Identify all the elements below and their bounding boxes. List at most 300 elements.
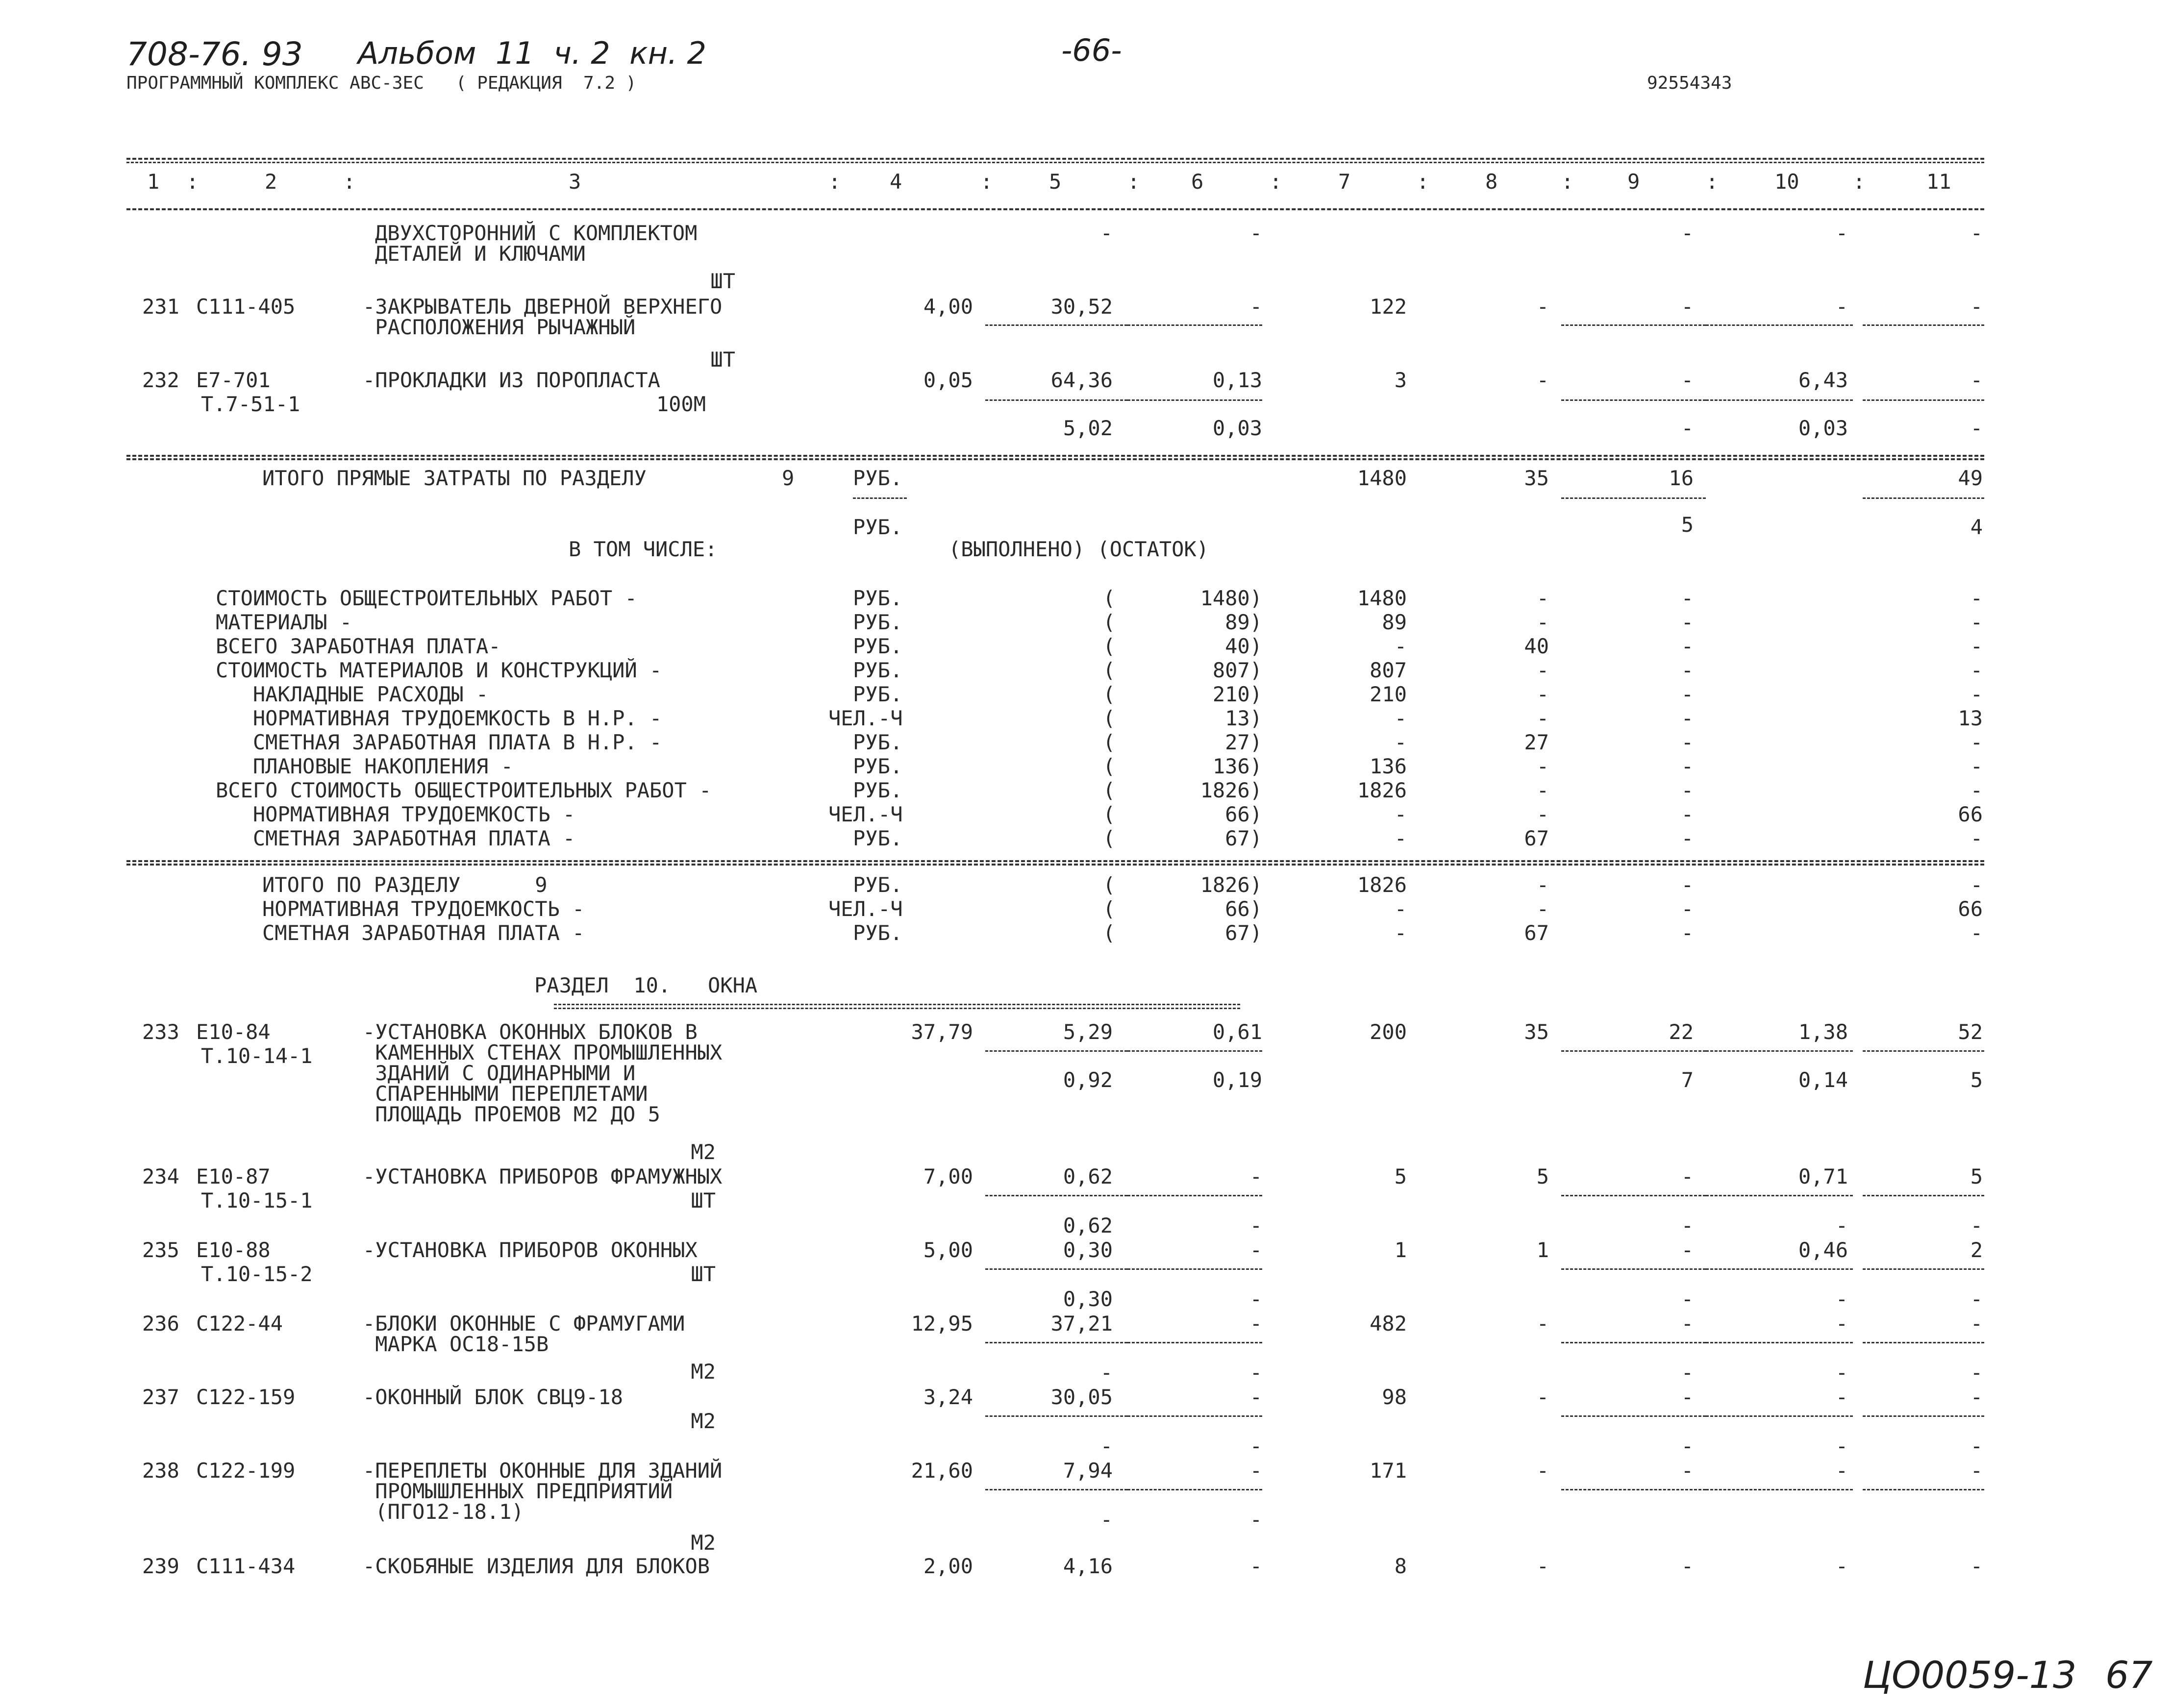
- column-separator: :: [1270, 170, 1282, 194]
- value-col-9: -: [1681, 634, 1694, 658]
- underline-c10: [1706, 324, 1853, 326]
- value-col-11: -: [1970, 658, 1983, 682]
- value-col-9: -: [1681, 1459, 1694, 1483]
- value-col-7: 122: [1370, 295, 1407, 319]
- value-col-11: -: [1970, 826, 1983, 850]
- underline-c11: [1863, 1195, 1984, 1196]
- item-number: 235: [142, 1238, 179, 1262]
- underline-c9: [1561, 1268, 1706, 1270]
- item-number: 234: [142, 1164, 179, 1188]
- value-col-9: -: [1681, 658, 1694, 682]
- section-total-label: ИТОГО ПРЯМЫЕ ЗАТРАТЫ ПО РАЗДЕЛУ: [262, 466, 647, 490]
- value-col-11: 49: [1958, 466, 1983, 490]
- breakdown-done-value: 40): [1225, 634, 1262, 658]
- item-code: С122-159: [196, 1385, 296, 1409]
- value-col-9: -: [1681, 1312, 1694, 1336]
- breakdown-label: НАКЛАДНЫЕ РАСХОДЫ -: [216, 682, 489, 706]
- value-col-7: 8: [1394, 1554, 1407, 1578]
- breakdown-unit: РУБ.: [853, 610, 903, 634]
- value-col-7: -: [1394, 897, 1407, 921]
- column-header-8: 8: [1485, 170, 1498, 194]
- item-code: С122-199: [196, 1459, 296, 1483]
- section-total-rule-2: [126, 458, 1984, 460]
- underline-c9: [1561, 497, 1706, 499]
- item-number: 236: [142, 1312, 179, 1336]
- column-header-rule: [126, 208, 1984, 210]
- subvalue-col-6: 0,19: [1212, 1068, 1262, 1092]
- subvalue-col-11: 5: [1970, 1068, 1983, 1092]
- section-total-number: 9: [782, 466, 795, 490]
- column-header-4: 4: [890, 170, 902, 194]
- item-description: -СКОБЯНЫЕ ИЗДЕЛИЯ ДЛЯ БЛОКОВ: [363, 1554, 710, 1578]
- value-col-7: -: [1394, 921, 1407, 945]
- value-col-4: 21,60: [911, 1459, 973, 1483]
- item-description-cont: ДВУХСТОРОННИЙ С КОМПЛЕКТОМ ДЕТАЛЕЙ И КЛЮЧАМИ: [375, 221, 698, 266]
- value-col-11: -: [1970, 1385, 1983, 1409]
- value-col-8: 35: [1524, 1020, 1549, 1044]
- breakdown-unit: РУБ.: [853, 682, 903, 706]
- underline-c5: [985, 324, 1127, 326]
- value-col-9: -: [1681, 897, 1694, 921]
- summary-done-value: 1826): [1200, 873, 1262, 897]
- column-header-1: 1: [147, 170, 160, 194]
- paren-open: (: [1103, 706, 1116, 730]
- subvalue-col-9: -: [1681, 1287, 1694, 1311]
- item-unit: М2: [691, 1140, 716, 1164]
- value-col-9: -: [1681, 1385, 1694, 1409]
- breakdown-done-value: 67): [1225, 826, 1262, 850]
- subvalue-col-5: -: [1100, 1434, 1113, 1458]
- value-col-7: -: [1394, 634, 1407, 658]
- value-col-6: -: [1249, 1385, 1262, 1409]
- value-col-9: -: [1681, 368, 1694, 392]
- subvalue-col-10: -: [1835, 1361, 1848, 1385]
- underline-c11: [1863, 1050, 1984, 1052]
- underline-c10: [1706, 1050, 1853, 1052]
- column-separator: :: [343, 170, 356, 194]
- item-code-ref: Т.7-51-1: [201, 392, 300, 416]
- value-col-10: 6,43: [1798, 368, 1848, 392]
- breakdown-done-value: 210): [1212, 682, 1262, 706]
- item-description: -ПЕРЕПЛЕТЫ ОКОННЫЕ ДЛЯ ЗДАНИЙ ПРОМЫШЛЕННЫХ ПРЕДПРИЯТИЙ (ПГО12-18.1): [363, 1459, 723, 1524]
- value-col-8: -: [1536, 658, 1549, 682]
- summary-unit: РУБ.: [853, 921, 903, 945]
- value-col-11: 4: [1970, 515, 1983, 539]
- value-col-8: 27: [1524, 730, 1549, 754]
- value-col-7: 1480: [1357, 466, 1407, 490]
- subvalue-col-6: -: [1249, 1287, 1262, 1311]
- program-line: ПРОГРАММНЫЙ КОМПЛЕКС АВС-3ЕС ( РЕДАКЦИЯ 7.2 ): [126, 73, 637, 93]
- value-col-9: -: [1681, 1554, 1694, 1578]
- value-col-6: 0,13: [1212, 368, 1262, 392]
- breakdown-done-value: 136): [1212, 754, 1262, 778]
- breakdown-unit: РУБ.: [853, 826, 903, 850]
- value-col-9: -: [1681, 221, 1694, 245]
- underline-c5: [985, 1195, 1127, 1196]
- breakdown-unit: ЧЕЛ.-Ч: [828, 802, 903, 826]
- item-unit: 100М: [656, 392, 706, 416]
- item-unit: М2: [691, 1409, 716, 1433]
- value-col-11: 13: [1958, 706, 1983, 730]
- value-col-9: -: [1681, 873, 1694, 897]
- breakdown-label: СТОИМОСТЬ МАТЕРИАЛОВ И КОНСТРУКЦИЙ -: [216, 658, 662, 682]
- breakdown-done-value: 66): [1225, 802, 1262, 826]
- underline-c10: [1706, 1489, 1853, 1490]
- paren-open: (: [1103, 826, 1116, 850]
- breakdown-label: НОРМАТИВНАЯ ТРУДОЕМКОСТЬ В Н.Р. -: [216, 706, 662, 730]
- handwritten-page-number: -66-: [1061, 32, 1122, 68]
- paren-open: (: [1103, 802, 1116, 826]
- item-description: -ОКОННЫЙ БЛОК СВЦ9-18: [363, 1385, 624, 1409]
- value-col-7: 1480: [1357, 586, 1407, 610]
- value-col-6: -: [1249, 295, 1262, 319]
- value-col-4: 2,00: [923, 1554, 973, 1578]
- underline-c11: [1863, 324, 1984, 326]
- subvalue-col-6: -: [1249, 1213, 1262, 1238]
- underline-c6: [1127, 1342, 1262, 1343]
- value-col-7: -: [1394, 826, 1407, 850]
- item-code: С122-44: [196, 1312, 283, 1336]
- value-col-11: -: [1970, 921, 1983, 945]
- value-col-6: -: [1249, 1554, 1262, 1578]
- subvalue-col-5: 0,62: [1063, 1213, 1113, 1238]
- underline-c6: [1127, 1195, 1262, 1196]
- value-col-9: -: [1681, 706, 1694, 730]
- summary-label: НОРМАТИВНАЯ ТРУДОЕМКОСТЬ -: [262, 897, 585, 921]
- breakdown-label: ПЛАНОВЫЕ НАКОПЛЕНИЯ -: [216, 754, 513, 778]
- value-col-7: 200: [1370, 1020, 1407, 1044]
- underline-c11: [1863, 399, 1984, 401]
- breakdown-done-value: 1480): [1200, 586, 1262, 610]
- value-col-10: 0,46: [1798, 1238, 1848, 1262]
- column-header-5: 5: [1049, 170, 1062, 194]
- subvalue-col-10: -: [1835, 1213, 1848, 1238]
- paren-open: (: [1103, 897, 1116, 921]
- subvalue-col-5: 5,02: [1063, 416, 1113, 440]
- handwritten-code: 708-76. 93: [126, 35, 303, 73]
- item-code: Е7-701: [196, 368, 271, 392]
- column-header-10: 10: [1774, 170, 1799, 194]
- subvalue-col-5: -: [1100, 1508, 1113, 1532]
- value-col-9: 22: [1669, 1020, 1694, 1044]
- underline-c5: [985, 1342, 1127, 1343]
- value-col-7: 1826: [1357, 778, 1407, 802]
- value-col-11: -: [1970, 610, 1983, 634]
- underline-c6: [1127, 1050, 1262, 1052]
- done-remaining-label: (ВЫПОЛНЕНО) (ОСТАТОК): [948, 537, 1209, 561]
- column-header-7: 7: [1338, 170, 1351, 194]
- in-total-label: В ТОМ ЧИСЛЕ:: [569, 537, 718, 561]
- value-col-11: -: [1970, 778, 1983, 802]
- value-col-5: 64,36: [1050, 368, 1113, 392]
- item-unit: М2: [691, 1360, 716, 1384]
- subvalue-col-9: -: [1681, 416, 1694, 440]
- item-number: 231: [142, 295, 179, 319]
- value-col-9: -: [1681, 754, 1694, 778]
- underline-c10: [1706, 1268, 1853, 1270]
- value-col-11: -: [1970, 634, 1983, 658]
- value-col-8: -: [1536, 873, 1549, 897]
- section-title-underline: [554, 1008, 1240, 1009]
- breakdown-label: ВСЕГО ЗАРАБОТНАЯ ПЛАТА-: [216, 634, 501, 658]
- column-header-11: 11: [1926, 170, 1951, 194]
- item-description: -ЗАКРЫВАТЕЛЬ ДВЕРНОЙ ВЕРХНЕГО РАСПОЛОЖЕНИЯ РЫЧАЖНЫЙ: [363, 295, 723, 339]
- value-col-8: -: [1536, 610, 1549, 634]
- underline-c11: [1863, 1415, 1984, 1417]
- value-col-9: -: [1681, 682, 1694, 706]
- underline-c5: [985, 1268, 1127, 1270]
- breakdown-done-value: 807): [1212, 658, 1262, 682]
- value-col-10: -: [1835, 295, 1848, 319]
- underline-c11: [1863, 1342, 1984, 1343]
- value-col-4: 37,79: [911, 1020, 973, 1044]
- summary-rule-2: [126, 864, 1984, 866]
- paren-open: (: [1103, 634, 1116, 658]
- value-col-11: 2: [1970, 1238, 1983, 1262]
- item-unit: ШТ: [710, 347, 735, 371]
- value-col-7: -: [1394, 802, 1407, 826]
- subvalue-col-9: -: [1681, 1361, 1694, 1385]
- breakdown-unit: ЧЕЛ.-Ч: [828, 706, 903, 730]
- value-col-11: -: [1970, 873, 1983, 897]
- value-col-8: -: [1536, 295, 1549, 319]
- column-separator: :: [1417, 170, 1429, 194]
- value-col-7: 1826: [1357, 873, 1407, 897]
- paren-open: (: [1103, 873, 1116, 897]
- value-col-7: 89: [1382, 610, 1407, 634]
- underline-unit: [853, 497, 907, 499]
- column-separator: :: [1561, 170, 1574, 194]
- underline-c5: [985, 1489, 1127, 1490]
- underline-c6: [1127, 399, 1262, 401]
- value-col-11: 66: [1958, 802, 1983, 826]
- value-col-11: -: [1970, 1459, 1983, 1483]
- value-col-6: 0,61: [1212, 1020, 1262, 1044]
- value-col-7: 1: [1394, 1238, 1407, 1262]
- value-col-9: -: [1681, 586, 1694, 610]
- subvalue-col-11: -: [1970, 416, 1983, 440]
- item-unit: ШТ: [691, 1262, 716, 1286]
- value-col-5: 30,52: [1050, 295, 1113, 319]
- handwritten-sheet-number: 67: [2105, 1653, 2153, 1697]
- column-separator: :: [1853, 170, 1866, 194]
- item-unit: ШТ: [691, 1188, 716, 1213]
- section-total-unit: РУБ.: [853, 466, 903, 490]
- breakdown-done-value: 1826): [1200, 778, 1262, 802]
- value-col-7: 98: [1382, 1385, 1407, 1409]
- underline-c11: [1863, 1268, 1984, 1270]
- paren-open: (: [1103, 610, 1116, 634]
- item-number: 237: [142, 1385, 179, 1409]
- column-header-3: 3: [569, 170, 581, 194]
- value-col-11: -: [1970, 1312, 1983, 1336]
- section-title-underline: [554, 1004, 1240, 1005]
- value-col-9: 16: [1669, 466, 1694, 490]
- item-code: Е10-88: [196, 1238, 271, 1262]
- value-col-8: 1: [1536, 1238, 1549, 1262]
- value-col-10: -: [1835, 1385, 1848, 1409]
- underline-c5: [985, 399, 1127, 401]
- paren-open: (: [1103, 754, 1116, 778]
- value-col-8: 67: [1524, 826, 1549, 850]
- breakdown-done-value: 13): [1225, 706, 1262, 730]
- section-total-rule: [126, 455, 1984, 457]
- underline-c9: [1561, 1489, 1706, 1490]
- value-col-10: -: [1835, 1312, 1848, 1336]
- value-col-11: 52: [1958, 1020, 1983, 1044]
- value-col-11: -: [1970, 586, 1983, 610]
- section-total-unit: РУБ.: [853, 515, 903, 539]
- paren-open: (: [1103, 778, 1116, 802]
- summary-label: ИТОГО ПО РАЗДЕЛУ 9: [262, 873, 548, 897]
- breakdown-unit: РУБ.: [853, 658, 903, 682]
- value-col-8: -: [1536, 897, 1549, 921]
- value-col-8: 67: [1524, 921, 1549, 945]
- item-description: -УСТАНОВКА ПРИБОРОВ ФРАМУЖНЫХ: [363, 1164, 723, 1188]
- value-col-7: 3: [1394, 368, 1407, 392]
- value-col-8: -: [1536, 1459, 1549, 1483]
- breakdown-unit: РУБ.: [853, 754, 903, 778]
- subvalue-col-10: -: [1835, 1287, 1848, 1311]
- column-separator: :: [1127, 170, 1140, 194]
- table-top-rule: [126, 158, 1984, 160]
- item-unit: М2: [691, 1531, 716, 1555]
- underline-c9: [1561, 1342, 1706, 1343]
- item-code: Е10-87: [196, 1164, 271, 1188]
- value-col-8: -: [1536, 1385, 1549, 1409]
- value-col-8: -: [1536, 778, 1549, 802]
- subvalue-col-10: 0,03: [1798, 416, 1848, 440]
- item-code-ref: Т.10-15-1: [201, 1188, 313, 1213]
- value-col-7: -: [1394, 706, 1407, 730]
- column-header-6: 6: [1191, 170, 1204, 194]
- value-col-4: 3,24: [923, 1385, 973, 1409]
- value-col-9: -: [1681, 778, 1694, 802]
- subvalue-col-5: -: [1100, 1361, 1113, 1385]
- breakdown-label: ВСЕГО СТОИМОСТЬ ОБЩЕСТРОИТЕЛЬНЫХ РАБОТ -: [216, 778, 712, 802]
- value-col-9: -: [1681, 1164, 1694, 1188]
- value-col-8: -: [1536, 682, 1549, 706]
- subvalue-col-6: -: [1249, 1361, 1262, 1385]
- value-col-8: 40: [1524, 634, 1549, 658]
- summary-rule: [126, 860, 1984, 862]
- summary-done-value: 67): [1225, 921, 1262, 945]
- value-col-10: -: [1835, 221, 1848, 245]
- value-col-7: 482: [1370, 1312, 1407, 1336]
- value-col-8: -: [1536, 586, 1549, 610]
- value-col-8: -: [1536, 706, 1549, 730]
- breakdown-unit: РУБ.: [853, 586, 903, 610]
- underline-c9: [1561, 1050, 1706, 1052]
- subvalue-col-9: 7: [1681, 1068, 1694, 1092]
- value-col-7: 5: [1394, 1164, 1407, 1188]
- value-col-5: 0,62: [1063, 1164, 1113, 1188]
- underline-c9: [1561, 1415, 1706, 1417]
- value-col-11: 66: [1958, 897, 1983, 921]
- breakdown-unit: РУБ.: [853, 634, 903, 658]
- summary-label: СМЕТНАЯ ЗАРАБОТНАЯ ПЛАТА -: [262, 921, 585, 945]
- table-top-rule-2: [126, 162, 1984, 163]
- summary-unit: ЧЕЛ.-Ч: [828, 897, 903, 921]
- value-col-8: 5: [1536, 1164, 1549, 1188]
- subvalue-col-10: -: [1835, 1434, 1848, 1458]
- underline-c6: [1127, 1415, 1262, 1417]
- subvalue-col-11: -: [1970, 1213, 1983, 1238]
- underline-c5: [985, 1050, 1127, 1052]
- value-col-6: -: [1249, 221, 1262, 245]
- item-code: Е10-84: [196, 1020, 271, 1044]
- value-col-8: -: [1536, 754, 1549, 778]
- value-col-9: -: [1681, 610, 1694, 634]
- value-col-7: 210: [1370, 682, 1407, 706]
- value-col-5: 30,05: [1050, 1385, 1113, 1409]
- subvalue-col-5: 0,92: [1063, 1068, 1113, 1092]
- value-col-5: 5,29: [1063, 1020, 1113, 1044]
- column-header-2: 2: [265, 170, 277, 194]
- value-col-4: 7,00: [923, 1164, 973, 1188]
- subvalue-col-9: -: [1681, 1434, 1694, 1458]
- underline-c9: [1561, 324, 1706, 326]
- value-col-8: -: [1536, 1554, 1549, 1578]
- paren-open: (: [1103, 682, 1116, 706]
- summary-unit: РУБ.: [853, 873, 903, 897]
- value-col-8: -: [1536, 802, 1549, 826]
- value-col-7: 171: [1370, 1459, 1407, 1483]
- underline-c10: [1706, 1342, 1853, 1343]
- column-header-9: 9: [1627, 170, 1640, 194]
- item-number: 232: [142, 368, 179, 392]
- value-col-6: -: [1249, 1312, 1262, 1336]
- value-col-4: 4,00: [923, 295, 973, 319]
- paren-open: (: [1103, 921, 1116, 945]
- value-col-5: 37,21: [1050, 1312, 1113, 1336]
- column-separator: :: [1706, 170, 1719, 194]
- underline-c10: [1706, 399, 1853, 401]
- underline-c9: [1561, 1195, 1706, 1196]
- value-col-10: -: [1835, 1554, 1848, 1578]
- underline-c11: [1863, 497, 1984, 499]
- value-col-9: 5: [1681, 513, 1694, 537]
- breakdown-done-value: 89): [1225, 610, 1262, 634]
- value-col-10: 0,71: [1798, 1164, 1848, 1188]
- value-col-5: -: [1100, 221, 1113, 245]
- subvalue-col-11: -: [1970, 1287, 1983, 1311]
- item-number: 239: [142, 1554, 179, 1578]
- breakdown-label: НОРМАТИВНАЯ ТРУДОЕМКОСТЬ -: [216, 802, 575, 826]
- value-col-4: 0,05: [923, 368, 973, 392]
- subvalue-col-6: 0,03: [1212, 416, 1262, 440]
- value-col-4: 12,95: [911, 1312, 973, 1336]
- subvalue-col-11: -: [1970, 1361, 1983, 1385]
- value-col-6: -: [1249, 1238, 1262, 1262]
- value-col-7: -: [1394, 730, 1407, 754]
- value-col-8: -: [1536, 1312, 1549, 1336]
- value-col-9: -: [1681, 295, 1694, 319]
- item-description: -УСТАНОВКА ПРИБОРОВ ОКОННЫХ: [363, 1238, 698, 1262]
- underline-c6: [1127, 1268, 1262, 1270]
- subvalue-col-6: -: [1249, 1508, 1262, 1532]
- item-number: 238: [142, 1459, 179, 1483]
- breakdown-label: СМЕТНАЯ ЗАРАБОТНАЯ ПЛАТА В Н.Р. -: [216, 730, 662, 754]
- paren-open: (: [1103, 658, 1116, 682]
- breakdown-unit: РУБ.: [853, 778, 903, 802]
- item-code-ref: Т.10-15-2: [201, 1262, 313, 1286]
- value-col-9: -: [1681, 826, 1694, 850]
- value-col-11: -: [1970, 221, 1983, 245]
- column-separator: :: [828, 170, 841, 194]
- value-col-9: -: [1681, 921, 1694, 945]
- value-col-11: -: [1970, 368, 1983, 392]
